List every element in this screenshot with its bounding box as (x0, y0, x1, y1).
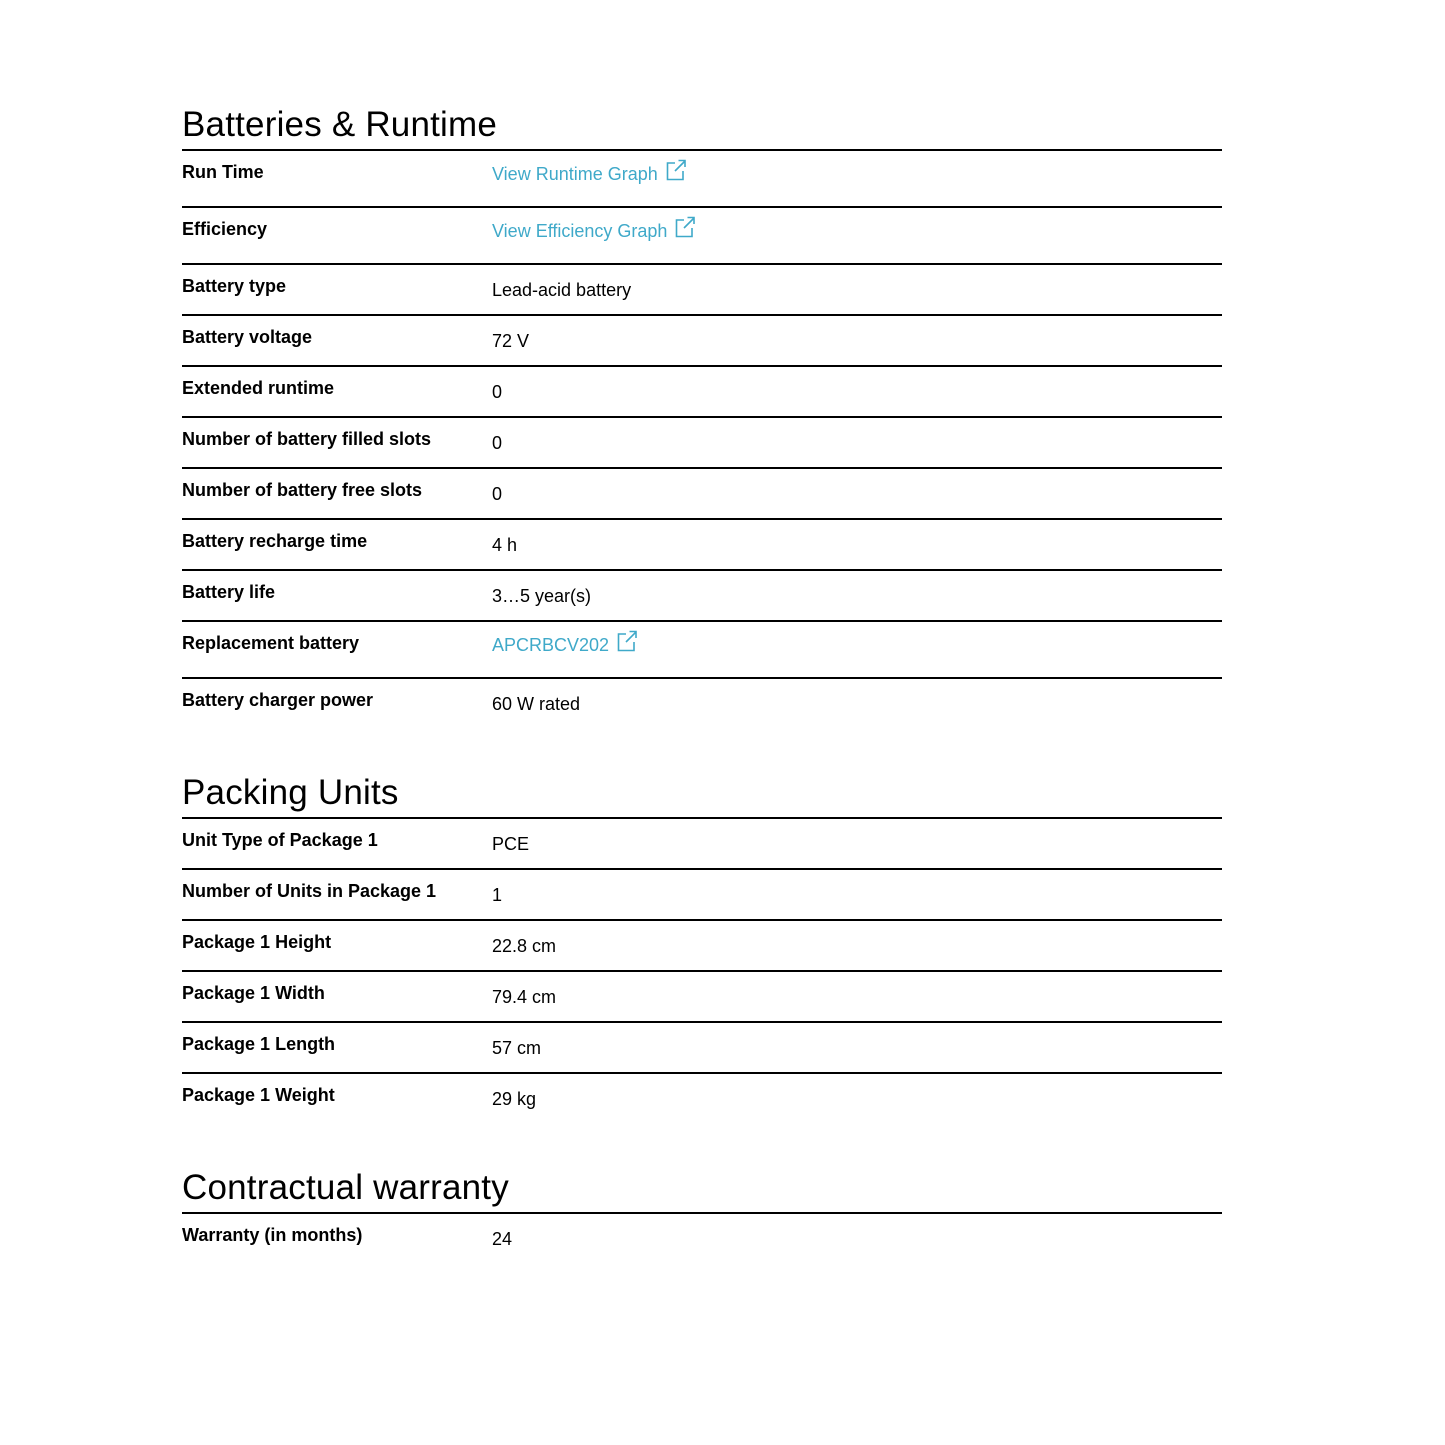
spec-value: 0 (492, 433, 503, 453)
spec-label: Battery charger power (182, 690, 374, 710)
spec-value (492, 622, 1222, 677)
view-runtime-graph-link[interactable] (492, 163, 686, 185)
spec-row-battery-charger-power (182, 679, 1222, 728)
link-text: View Efficiency Graph (492, 221, 668, 241)
spec-label: Package 1 Width (182, 983, 325, 1003)
spec-value: Lead-acid battery (492, 280, 632, 300)
spec-row-battery-recharge-time (182, 520, 1222, 571)
spec-value: PCE (492, 834, 530, 854)
spec-label: Warranty (in months) (182, 1225, 363, 1245)
spec-label: Package 1 Length (182, 1034, 336, 1054)
spec-label: Run Time (182, 162, 264, 182)
external-link-icon (617, 630, 637, 652)
spec-label: Number of battery filled slots (182, 429, 432, 449)
spec-row-battery-free-slots (182, 469, 1222, 520)
spec-row-extended-runtime (182, 367, 1222, 418)
spec-value: 29 kg (492, 1089, 537, 1109)
spec-value: 72 V (492, 331, 530, 351)
spec-value: 0 (492, 382, 503, 402)
spec-value: 4 h (492, 535, 518, 555)
spec-label: Efficiency (182, 219, 268, 239)
spec-row-efficiency (182, 208, 1222, 265)
external-link-icon (666, 159, 686, 181)
spec-label: Number of Units in Package 1 (182, 881, 437, 901)
spec-label: Battery voltage (182, 327, 313, 347)
section-title: Contractual warranty (182, 1163, 1222, 1214)
spec-label: Battery recharge time (182, 531, 368, 551)
spec-value: 3…5 year(s) (492, 586, 592, 606)
spec-value: 22.8 cm (492, 936, 557, 956)
spec-row-package-width (182, 972, 1222, 1023)
spec-row-battery-type (182, 265, 1222, 316)
spec-label: Package 1 Weight (182, 1085, 335, 1105)
spec-row-battery-voltage (182, 316, 1222, 367)
spec-value (492, 151, 1222, 206)
spec-value (492, 208, 1222, 263)
spec-row-package-weight (182, 1074, 1222, 1123)
spec-row-number-of-units (182, 870, 1222, 921)
spec-row-battery-life (182, 571, 1222, 622)
spec-value: 57 cm (492, 1038, 542, 1058)
spec-sheet (182, 100, 1222, 1263)
section-title: Batteries & Runtime (182, 100, 1222, 151)
spec-label: Battery life (182, 582, 276, 602)
replacement-battery-link[interactable] (492, 634, 637, 656)
spec-row-battery-filled-slots (182, 418, 1222, 469)
section-batteries-runtime (182, 100, 1222, 728)
spec-label: Package 1 Height (182, 932, 332, 952)
spec-row-package-height (182, 921, 1222, 972)
spec-row-replacement-battery (182, 622, 1222, 679)
spec-row-package-length (182, 1023, 1222, 1074)
section-contractual-warranty (182, 1163, 1222, 1263)
spec-value: 0 (492, 484, 503, 504)
link-text: APCRBCV202 (492, 635, 610, 655)
external-link-icon (675, 216, 695, 238)
spec-row-warranty (182, 1214, 1222, 1263)
view-efficiency-graph-link[interactable] (492, 220, 695, 242)
spec-row-run-time (182, 151, 1222, 208)
section-title: Packing Units (182, 768, 1222, 819)
spec-value: 24 (492, 1229, 513, 1249)
spec-label: Unit Type of Package 1 (182, 830, 378, 850)
spec-value: 1 (492, 885, 503, 905)
spec-row-unit-type (182, 819, 1222, 870)
spec-label: Replacement battery (182, 633, 360, 653)
link-text: View Runtime Graph (492, 164, 658, 184)
spec-value: 60 W rated (492, 694, 581, 714)
spec-value: 79.4 cm (492, 987, 557, 1007)
spec-label: Number of battery free slots (182, 480, 423, 500)
spec-label: Battery type (182, 276, 287, 296)
spec-label: Extended runtime (182, 378, 335, 398)
section-packing-units (182, 768, 1222, 1123)
